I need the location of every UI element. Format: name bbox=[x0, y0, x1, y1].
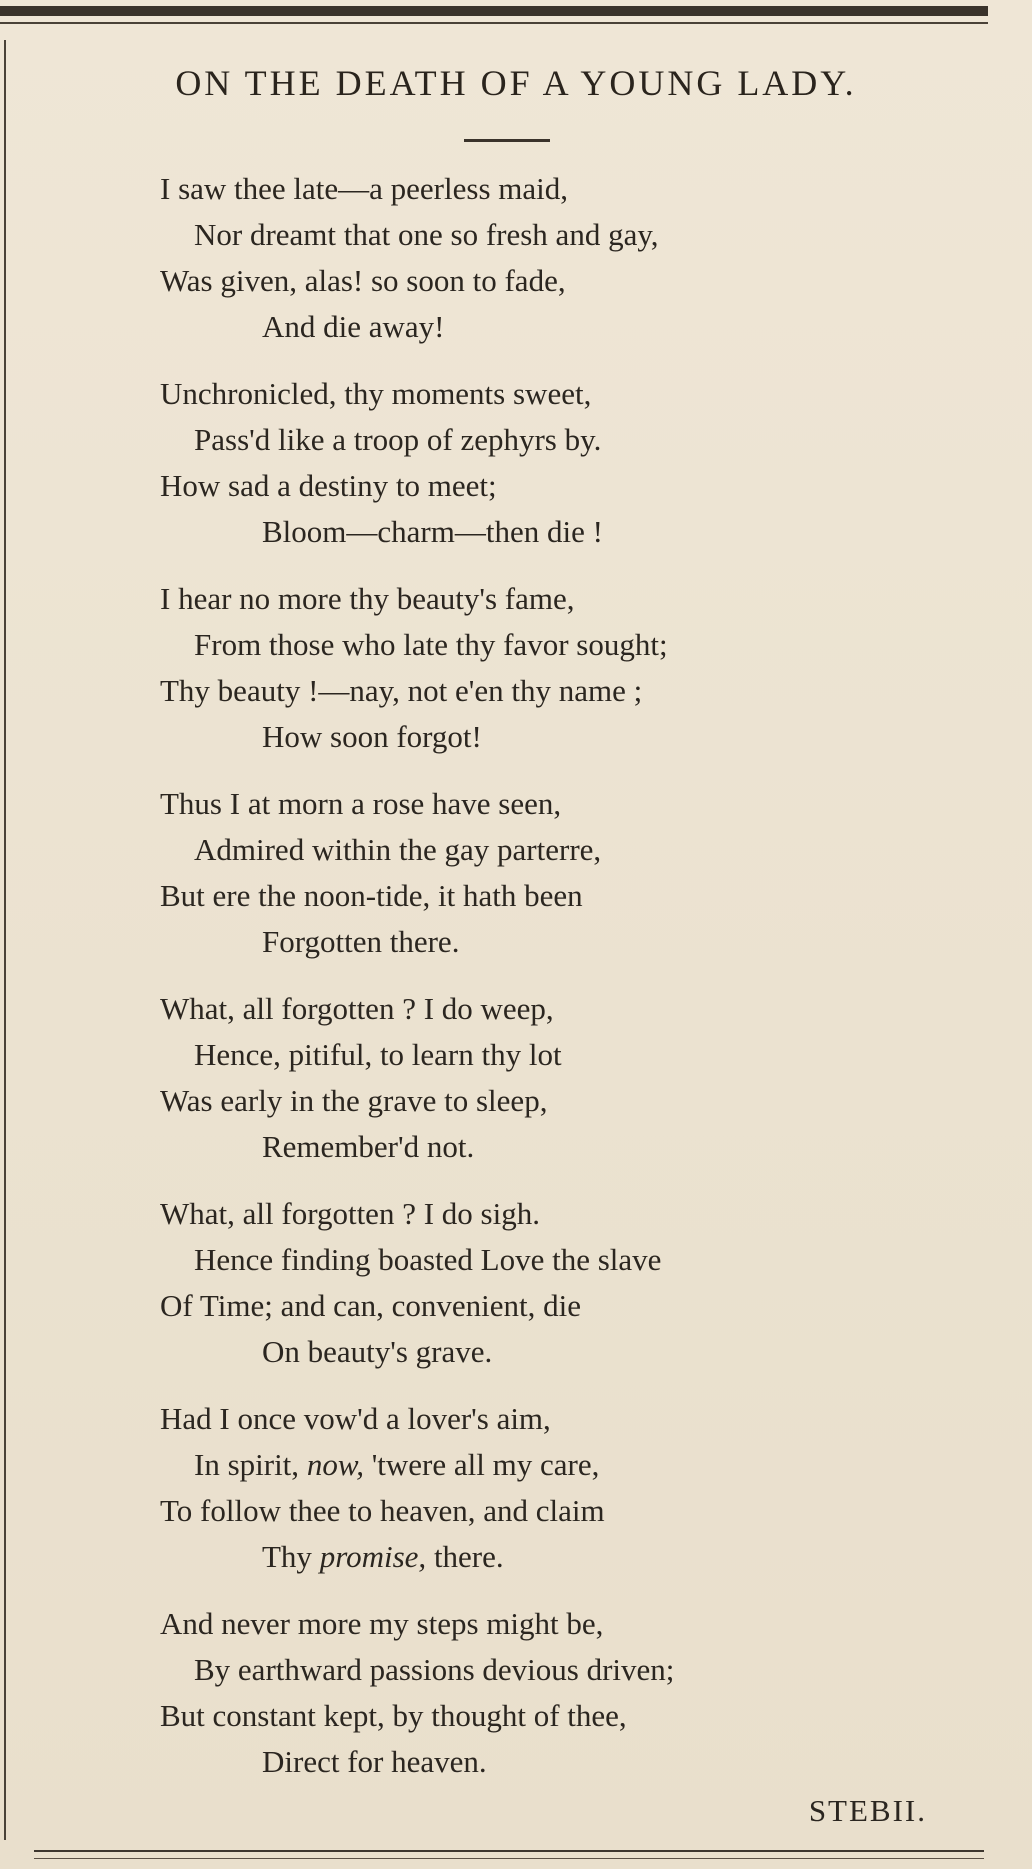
stanza-5-line-3: Was early in the grave to sleep, bbox=[160, 1083, 548, 1118]
stanza-3-line-2: From those who late thy favor sought; bbox=[194, 627, 668, 662]
stanza-4-line-2: Admired within the gay parterre, bbox=[194, 832, 602, 867]
stanza-7-line-2-text-b: 'twere all my care, bbox=[363, 1447, 600, 1482]
stanza-4-line-4: Forgotten there. bbox=[262, 924, 460, 959]
stanza-5-line-1: What, all forgotten ? I do weep, bbox=[160, 991, 554, 1026]
stanza-7-line-1: Had I once vow'd a lover's aim, bbox=[160, 1401, 551, 1436]
stanza-7 bbox=[160, 1396, 860, 1580]
stanza-2-line-2: Pass'd like a troop of zephyrs by. bbox=[194, 422, 602, 457]
stanza-7-line-2 bbox=[160, 1442, 860, 1488]
stanza-2 bbox=[160, 371, 860, 555]
stanza-2-line-3: How sad a destiny to meet; bbox=[160, 468, 497, 503]
stanza-6-line-3: Of Time; and can, convenient, die bbox=[160, 1288, 581, 1323]
left-column-rule bbox=[4, 40, 6, 1840]
stanza-7-line-4 bbox=[160, 1534, 860, 1580]
poem-title: ON THE DEATH OF A YOUNG LADY. bbox=[175, 63, 857, 103]
stanza-5-line-2: Hence, pitiful, to learn thy lot bbox=[194, 1037, 562, 1072]
stanza-7-line-2-italic: now, bbox=[306, 1447, 364, 1482]
stanza-8-line-3: But constant kept, by thought of thee, bbox=[160, 1698, 627, 1733]
stanza-7-line-3: To follow thee to heaven, and claim bbox=[160, 1493, 605, 1528]
stanza-7-line-4-italic: promise, bbox=[319, 1539, 427, 1574]
author-signature: STEBII. bbox=[808, 1793, 927, 1828]
stanza-2-line-1: Unchronicled, thy moments sweet, bbox=[160, 376, 592, 411]
stanza-6-line-1: What, all forgotten ? I do sigh. bbox=[160, 1196, 540, 1231]
stanza-6-line-4: On beauty's grave. bbox=[262, 1334, 493, 1369]
stanza-1-line-1: I saw thee late—a peerless maid, bbox=[160, 171, 568, 206]
stanza-1 bbox=[160, 166, 860, 350]
stanza-3 bbox=[160, 576, 860, 760]
stanza-4-line-1: Thus I at morn a rose have seen, bbox=[160, 786, 562, 821]
stanza-8-line-2: By earthward passions devious driven; bbox=[194, 1652, 675, 1687]
poem-body bbox=[160, 166, 860, 1806]
stanza-1-line-2: Nor dreamt that one so fresh and gay, bbox=[194, 217, 659, 252]
stanza-7-line-4-text-b: there. bbox=[426, 1539, 504, 1574]
stanza-7-line-2-text-a: In spirit, bbox=[194, 1447, 307, 1482]
stanza-4-line-3: But ere the noon-tide, it hath been bbox=[160, 878, 583, 913]
stanza-5 bbox=[160, 986, 860, 1170]
top-border-thin-rule bbox=[0, 22, 988, 24]
stanza-4 bbox=[160, 781, 860, 965]
stanza-1-line-4: And die away! bbox=[262, 309, 445, 344]
stanza-5-line-4: Remember'd not. bbox=[262, 1129, 475, 1164]
bottom-border-thin-rule bbox=[34, 1858, 984, 1859]
stanza-6 bbox=[160, 1191, 860, 1375]
stanza-6-line-2: Hence finding boasted Love the slave bbox=[194, 1242, 662, 1277]
stanza-2-line-4: Bloom—charm—then die ! bbox=[262, 514, 603, 549]
stanza-7-line-4-text-a: Thy bbox=[262, 1539, 320, 1574]
stanza-8-line-1: And never more my steps might be, bbox=[160, 1606, 604, 1641]
stanza-8-line-4: Direct for heaven. bbox=[262, 1744, 487, 1779]
stanza-3-line-4: How soon forgot! bbox=[262, 719, 482, 754]
stanza-3-line-3: Thy beauty !—nay, not e'en thy name ; bbox=[160, 673, 643, 708]
stanza-1-line-3: Was given, alas! so soon to fade, bbox=[160, 263, 566, 298]
title-divider bbox=[464, 139, 550, 142]
stanza-8 bbox=[160, 1601, 860, 1785]
top-border-thick-rule bbox=[0, 6, 988, 16]
bottom-border-rule bbox=[34, 1850, 984, 1852]
stanza-3-line-1: I hear no more thy beauty's fame, bbox=[160, 581, 575, 616]
